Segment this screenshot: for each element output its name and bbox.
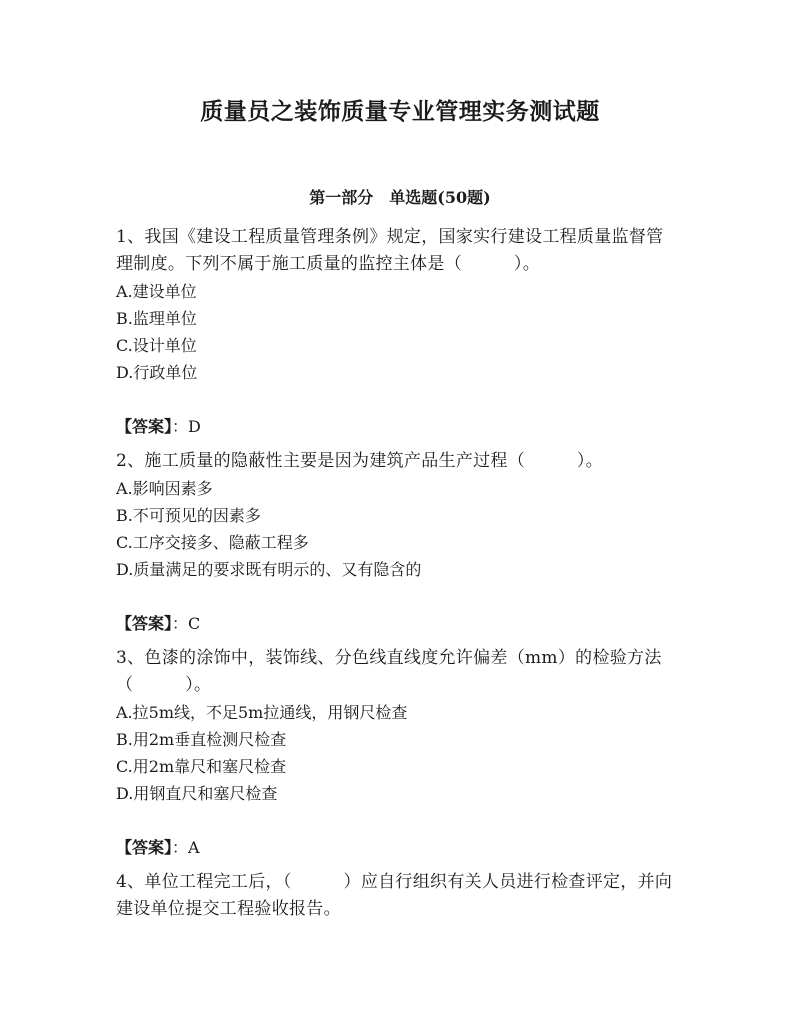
answer-label: 【答案】: [116, 417, 173, 436]
answer-label: 【答案】: [116, 614, 173, 633]
answer-value: ：C: [172, 614, 201, 633]
question-stem: 3、色漆的涂饰中，装饰线、分色线直线度允许偏差（mm）的检验方法（ ）。: [116, 648, 662, 695]
option-b: B.监理单位: [116, 309, 197, 328]
section-title: 第一部分 单选题(50题): [309, 188, 491, 207]
question-stem: 4、单位工程完工后，（ ）应自行组织有关人员进行检查评定，并向建设单位提交工程验收报告。: [116, 872, 673, 919]
question-4: [116, 869, 676, 923]
option-b: B.用2m垂直检测尺检查: [116, 730, 287, 749]
answer-value: ：D: [172, 417, 201, 436]
option-b: B.不可预见的因素多: [116, 506, 261, 525]
answer: [116, 834, 676, 861]
option-d: D.用钢直尺和塞尺检查: [116, 784, 278, 803]
option-c: C.设计单位: [116, 336, 197, 355]
answer: [116, 413, 676, 440]
option-c: C.工序交接多、隐蔽工程多: [116, 533, 309, 552]
question-list: [116, 224, 676, 923]
document-title: 质量员之装饰质量专业管理实务测试题: [200, 98, 600, 125]
question-stem: 1、我国《建设工程质量管理条例》规定，国家实行建设工程质量监督管理制度。下列不属于施工质量的监控主体是（ ）。: [116, 227, 664, 274]
question-2: [116, 448, 676, 637]
option-d: D.质量满足的要求既有明示的、又有隐含的: [116, 560, 422, 579]
option-c: C.用2m靠尺和塞尺检查: [116, 757, 287, 776]
option-d: D.行政单位: [116, 363, 198, 382]
question-1: [116, 224, 676, 440]
question-stem: 2、施工质量的隐蔽性主要是因为建筑产品生产过程（ ）。: [116, 451, 604, 471]
option-a: A.影响因素多: [116, 479, 213, 498]
option-a: A.建设单位: [116, 282, 197, 301]
answer-label: 【答案】: [116, 838, 173, 857]
answer-value: ：A: [172, 838, 200, 857]
option-a: A.拉5m线，不足5m拉通线，用钢尺检查: [116, 703, 408, 722]
answer: [116, 610, 676, 637]
question-3: [116, 645, 676, 861]
